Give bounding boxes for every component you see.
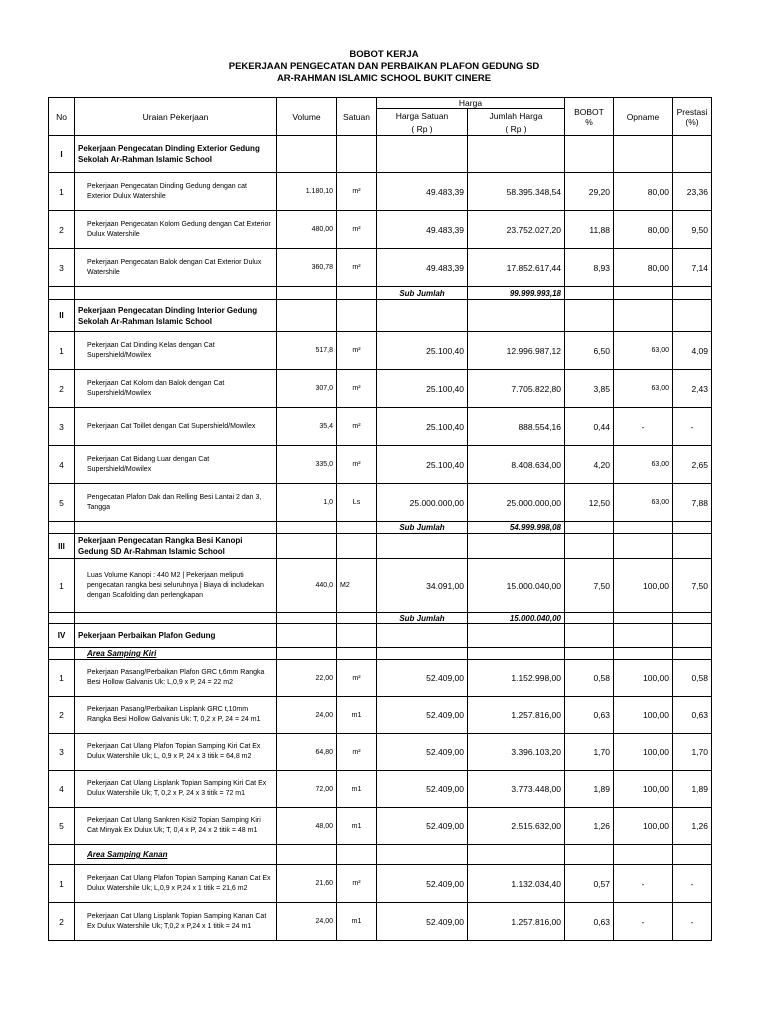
table-cell <box>377 648 468 660</box>
table-cell: 5 <box>49 808 75 845</box>
table-cell: 1.180,10 <box>277 173 337 211</box>
table-cell <box>673 845 712 865</box>
table-cell: 49.483,39 <box>377 249 468 287</box>
table-cell: - <box>673 903 712 941</box>
table-cell <box>468 624 565 648</box>
table-cell: I <box>49 136 75 173</box>
table-cell <box>468 300 565 332</box>
table-cell: 22,00 <box>277 660 337 697</box>
table-cell: 80,00 <box>614 173 673 211</box>
table-cell: 54.999.998,08 <box>468 522 565 534</box>
table-cell: Sub Jumlah <box>377 613 468 624</box>
table-cell <box>673 136 712 173</box>
table-cell: 2,43 <box>673 370 712 408</box>
table-cell <box>75 287 277 300</box>
table-cell: m² <box>337 865 377 903</box>
section-row <box>49 300 712 332</box>
table-cell: 440,0 <box>277 559 337 613</box>
table-cell: 4 <box>49 446 75 484</box>
table-cell: 7,50 <box>673 559 712 613</box>
table-cell: Pengecatan Plafon Dak dan Relling Besi Lantai 2 dan 3, Tangga <box>75 484 277 522</box>
table-row <box>49 697 712 734</box>
table-cell: 29,20 <box>565 173 614 211</box>
table-cell <box>277 648 337 660</box>
table-cell <box>49 648 75 660</box>
table-row <box>49 865 712 903</box>
table-cell: 1 <box>49 660 75 697</box>
table-cell: Pekerjaan Cat Kolom dan Balok dengan Cat Supershield/Mowilex <box>75 370 277 408</box>
table-cell: 1,70 <box>673 734 712 771</box>
table-cell: 12.996.987,12 <box>468 332 565 370</box>
table-cell: 100,00 <box>614 734 673 771</box>
table-cell: 35,4 <box>277 408 337 446</box>
table-cell <box>377 136 468 173</box>
doc-school: AR-RAHMAN ISLAMIC SCHOOL BUKIT CINERE <box>276 73 492 84</box>
table-cell: 1,89 <box>673 771 712 808</box>
table-cell: - <box>673 865 712 903</box>
table-cell: Pekerjaan Cat Dinding Kelas dengan Cat Supershield/Mowilex <box>75 332 277 370</box>
table-cell: m² <box>337 173 377 211</box>
doc-title: BOBOT KERJA <box>349 49 419 60</box>
table-cell <box>337 613 377 624</box>
table-cell <box>277 136 337 173</box>
table-cell <box>277 845 337 865</box>
table-cell <box>673 534 712 559</box>
area-row <box>49 845 712 865</box>
table-cell: m² <box>337 370 377 408</box>
table-cell: 63,00 <box>614 446 673 484</box>
col-opname: Opname <box>614 98 673 136</box>
table-cell: 3 <box>49 734 75 771</box>
table-cell <box>49 613 75 624</box>
table-cell: 100,00 <box>614 808 673 845</box>
table-cell <box>337 136 377 173</box>
table-cell: Pekerjaan Pengecatan Balok dengan Cat Exterior Dulux Watershile <box>75 249 277 287</box>
table-cell <box>277 287 337 300</box>
table-cell <box>565 136 614 173</box>
table-cell: Pekerjaan Pengecatan Dinding Exterior Gedung Sekolah Ar-Rahman Islamic School <box>75 136 277 173</box>
table-cell <box>673 648 712 660</box>
table-cell: 307,0 <box>277 370 337 408</box>
col-rp: ( Rp ) <box>468 123 565 136</box>
table-cell: 64,80 <box>277 734 337 771</box>
table-cell: Pekerjaan Pengecatan Dinding Gedung dengan cat Exterior Dulux Watershile <box>75 173 277 211</box>
table-cell: 335,0 <box>277 446 337 484</box>
col-harga-satuan: Harga Satuan <box>377 109 468 123</box>
table-cell: 52.409,00 <box>377 660 468 697</box>
table-cell <box>337 648 377 660</box>
table-cell <box>614 534 673 559</box>
table-cell: 49.483,39 <box>377 211 468 249</box>
table-row <box>49 370 712 408</box>
table-cell: 1.152.998,00 <box>468 660 565 697</box>
table-cell: 52.409,00 <box>377 771 468 808</box>
table-cell: m1 <box>337 771 377 808</box>
table-cell: 48,00 <box>277 808 337 845</box>
table-cell <box>468 136 565 173</box>
col-satuan: Satuan <box>337 98 377 136</box>
col-uraian: Uraian Pekerjaan <box>75 98 277 136</box>
table-cell: 15.000.040,00 <box>468 559 565 613</box>
table-cell: m² <box>337 249 377 287</box>
subtotal-row <box>49 287 712 300</box>
table-cell: m² <box>337 408 377 446</box>
table-cell <box>565 300 614 332</box>
table-cell: 0,57 <box>565 865 614 903</box>
table-cell: Area Samping Kanan <box>75 845 277 865</box>
table-cell: m1 <box>337 903 377 941</box>
area-row <box>49 648 712 660</box>
table-cell: 4,09 <box>673 332 712 370</box>
table-cell <box>277 613 337 624</box>
table-cell <box>49 287 75 300</box>
table-cell: 0,63 <box>673 697 712 734</box>
table-cell: 80,00 <box>614 249 673 287</box>
table-cell: 7.705.822,80 <box>468 370 565 408</box>
table-cell: M2 <box>337 559 377 613</box>
table-cell <box>673 613 712 624</box>
table-cell: 1.257.816,00 <box>468 697 565 734</box>
table-cell: 25.100,40 <box>377 408 468 446</box>
table-cell: 1,70 <box>565 734 614 771</box>
table-cell: 7,50 <box>565 559 614 613</box>
table-cell <box>673 287 712 300</box>
table-cell <box>673 300 712 332</box>
table-cell: 2 <box>49 903 75 941</box>
table-cell: 1 <box>49 865 75 903</box>
table-cell: 8.408.634,00 <box>468 446 565 484</box>
table-cell: 2 <box>49 211 75 249</box>
table-cell: - <box>614 903 673 941</box>
table-cell: 5 <box>49 484 75 522</box>
table-cell: 1,26 <box>673 808 712 845</box>
section-row <box>49 534 712 559</box>
table-cell: 4 <box>49 771 75 808</box>
table-cell: Ls <box>337 484 377 522</box>
table-row <box>49 808 712 845</box>
table-cell: Area Samping Kiri <box>75 648 277 660</box>
table-cell <box>377 845 468 865</box>
table-cell: 8,93 <box>565 249 614 287</box>
table-cell: Pekerjaan Pasang/Perbaikan Lisplank GRC t,10mm Rangka Besi Hollow Galvanis Uk: T, 0,2 x P, 24 = 24 m1 <box>75 697 277 734</box>
col-rp: ( Rp ) <box>377 123 468 136</box>
table-cell: 23,36 <box>673 173 712 211</box>
table-cell: Pekerjaan Cat Ulang Lisplank Topian Samping Kanan Cat Ex Dulux Watershile Uk; T,0,2 x P,24 x 1 titik = 24 m1 <box>75 903 277 941</box>
table-cell: 7,88 <box>673 484 712 522</box>
table-row <box>49 559 712 613</box>
col-volume: Volume <box>277 98 337 136</box>
table-cell: 17.852.617,44 <box>468 249 565 287</box>
table-cell: 3.773.448,00 <box>468 771 565 808</box>
table-row <box>49 734 712 771</box>
table-cell: Sub Jumlah <box>377 522 468 534</box>
table-cell <box>468 845 565 865</box>
table-cell <box>468 534 565 559</box>
table-cell <box>614 648 673 660</box>
table-cell: 24,00 <box>277 903 337 941</box>
table-cell: 25.100,40 <box>377 370 468 408</box>
table-cell <box>49 845 75 865</box>
table-row <box>49 446 712 484</box>
table-row <box>49 173 712 211</box>
table-cell: 3.396.103,20 <box>468 734 565 771</box>
table-cell: 3 <box>49 249 75 287</box>
table-cell: 2.515.632,00 <box>468 808 565 845</box>
table-cell <box>377 300 468 332</box>
table-cell: Pekerjaan Pengecatan Rangka Besi Kanopi Gedung SD Ar-Rahman Islamic School <box>75 534 277 559</box>
table-cell: 4,20 <box>565 446 614 484</box>
table-cell: Luas Volume Kanopi : 440 M2 | Pekerjaan meliputi pengecatan rangka besi seluruhnya | Biaya di includekan dengan Scafolding dan perlengkapan <box>75 559 277 613</box>
table-cell: 24,00 <box>277 697 337 734</box>
section-row <box>49 136 712 173</box>
col-bobot: BOBOT % <box>565 98 614 136</box>
table-cell: 888.554,16 <box>468 408 565 446</box>
table-cell <box>277 522 337 534</box>
table-cell: 25.100,40 <box>377 446 468 484</box>
table-cell <box>565 534 614 559</box>
table-cell: Pekerjaan Cat Ulang Lisplank Topian Samping Kiri Cat Ex Dulux Watershile Uk; T, 0,2 x P, 24 x 3 titik = 72 m1 <box>75 771 277 808</box>
table-cell: - <box>614 865 673 903</box>
table-cell <box>565 613 614 624</box>
table-row <box>49 332 712 370</box>
table-cell: - <box>614 408 673 446</box>
table-cell <box>337 624 377 648</box>
table-cell: 63,00 <box>614 370 673 408</box>
table-cell: Pekerjaan Pasang/Perbaikan Plafon GRC t,6mm Rangka Besi Hollow Galvanis Uk: L,0,9 x P, 24 = 22 m2 <box>75 660 277 697</box>
table-cell <box>565 287 614 300</box>
table-cell: m² <box>337 660 377 697</box>
table-cell: II <box>49 300 75 332</box>
table-row <box>49 211 712 249</box>
table-cell <box>614 845 673 865</box>
table-cell: Pekerjaan Cat Toillet dengan Cat Supershield/Mowilex <box>75 408 277 446</box>
table-row <box>49 484 712 522</box>
col-no: No <box>49 98 75 136</box>
table-cell: 63,00 <box>614 484 673 522</box>
table-cell: Pekerjaan Pengecatan Dinding Interior Gedung Sekolah Ar-Rahman Islamic School <box>75 300 277 332</box>
table-cell: Pekerjaan Pengecatan Kolom Gedung dengan Cat Exterior Dulux Watershile <box>75 211 277 249</box>
table-cell <box>614 287 673 300</box>
table-cell <box>277 624 337 648</box>
col-prestasi: Prestasi (%) <box>673 98 712 136</box>
table-cell: 25.100,40 <box>377 332 468 370</box>
table-cell: 1 <box>49 559 75 613</box>
table-cell <box>673 522 712 534</box>
table-cell: 0,44 <box>565 408 614 446</box>
table-cell <box>75 613 277 624</box>
table-cell: 100,00 <box>614 771 673 808</box>
bobot-table <box>48 97 712 941</box>
table-cell: 15.000.040,00 <box>468 613 565 624</box>
table-cell: 1,89 <box>565 771 614 808</box>
table-cell <box>614 522 673 534</box>
table-cell: 3,85 <box>565 370 614 408</box>
table-cell <box>337 845 377 865</box>
subtotal-row <box>49 522 712 534</box>
table-cell: 99.999.993,18 <box>468 287 565 300</box>
table-cell: 25.000.000,00 <box>468 484 565 522</box>
table-cell: Sub Jumlah <box>377 287 468 300</box>
table-cell <box>49 522 75 534</box>
table-cell <box>337 300 377 332</box>
table-cell: 2 <box>49 697 75 734</box>
table-cell <box>337 287 377 300</box>
table-cell: 23.752.027,20 <box>468 211 565 249</box>
table-cell: 100,00 <box>614 559 673 613</box>
table-cell <box>337 534 377 559</box>
table-cell: 12,50 <box>565 484 614 522</box>
table-cell <box>468 648 565 660</box>
table-cell <box>277 300 337 332</box>
table-cell: 80,00 <box>614 211 673 249</box>
table-row <box>49 903 712 941</box>
table-cell: 100,00 <box>614 697 673 734</box>
col-harga: Harga <box>377 98 565 109</box>
table-cell <box>565 522 614 534</box>
table-cell: m² <box>337 332 377 370</box>
table-cell: m² <box>337 734 377 771</box>
table-cell: 52.409,00 <box>377 734 468 771</box>
table-cell <box>565 845 614 865</box>
table-cell: 52.409,00 <box>377 808 468 845</box>
table-cell: m1 <box>337 808 377 845</box>
table-cell: IV <box>49 624 75 648</box>
table-cell <box>565 624 614 648</box>
table-cell <box>614 624 673 648</box>
table-row <box>49 408 712 446</box>
table-cell: 21,60 <box>277 865 337 903</box>
subtotal-row <box>49 613 712 624</box>
table-row <box>49 771 712 808</box>
table-cell: 1.132.034,40 <box>468 865 565 903</box>
table-cell: 100,00 <box>614 660 673 697</box>
table-cell: 2,65 <box>673 446 712 484</box>
table-cell: 1.257.816,00 <box>468 903 565 941</box>
table-cell: 7,14 <box>673 249 712 287</box>
table-cell: 0,58 <box>673 660 712 697</box>
section-row <box>49 624 712 648</box>
table-cell: 360,78 <box>277 249 337 287</box>
table-cell: 0,63 <box>565 697 614 734</box>
table-cell: 63,00 <box>614 332 673 370</box>
table-cell <box>614 613 673 624</box>
table-cell <box>337 522 377 534</box>
table-cell <box>277 534 337 559</box>
table-cell: 1,0 <box>277 484 337 522</box>
table-cell <box>673 624 712 648</box>
table-cell: Pekerjaan Perbaikan Plafon Gedung <box>75 624 277 648</box>
table-cell: 0,63 <box>565 903 614 941</box>
table-cell <box>377 624 468 648</box>
table-cell: Pekerjaan Cat Ulang Plafon Topian Samping Kiri Cat Ex Dulux Watershile Uk; L, 0,9 x P, 24 x 3 titik = 64,8 m2 <box>75 734 277 771</box>
table-cell: m² <box>337 446 377 484</box>
table-cell: 2 <box>49 370 75 408</box>
table-cell: 52.409,00 <box>377 697 468 734</box>
table-cell <box>614 136 673 173</box>
table-cell: - <box>673 408 712 446</box>
table-cell <box>75 522 277 534</box>
table-cell: 3 <box>49 408 75 446</box>
table-row <box>49 660 712 697</box>
table-cell: 49.483,39 <box>377 173 468 211</box>
table-cell: 72,00 <box>277 771 337 808</box>
table-cell: 517,8 <box>277 332 337 370</box>
table-cell: 1 <box>49 173 75 211</box>
table-cell: m² <box>337 211 377 249</box>
table-cell <box>377 534 468 559</box>
table-cell: 25.000.000,00 <box>377 484 468 522</box>
doc-subtitle: PEKERJAAN PENGECATAN DAN PERBAIKAN PLAFON GEDUNG SD <box>228 61 540 72</box>
table-cell: 52.409,00 <box>377 903 468 941</box>
col-jumlah-harga: Jumlah Harga <box>468 109 565 123</box>
table-cell: 52.409,00 <box>377 865 468 903</box>
table-cell: 11,88 <box>565 211 614 249</box>
table-cell: 1,26 <box>565 808 614 845</box>
table-row <box>49 249 712 287</box>
table-cell: m1 <box>337 697 377 734</box>
table-cell: Pekerjaan Cat Bidang Luar dengan Cat Supershield/Mowilex <box>75 446 277 484</box>
table-cell: 58.395.348,54 <box>468 173 565 211</box>
table-cell: 34.091,00 <box>377 559 468 613</box>
table-cell: 0,58 <box>565 660 614 697</box>
table-cell: III <box>49 534 75 559</box>
table-cell: 480,00 <box>277 211 337 249</box>
table-cell: Pekerjaan Cat Ulang Sankren Kisi2 Topian Samping Kiri Cat Minyak Ex Dulux Uk; T, 0,4 x P, 24 x 2 titik = 48 m1 <box>75 808 277 845</box>
table-cell: 9,50 <box>673 211 712 249</box>
table-cell: Pekerjaan Cat Ulang Plafon Topian Samping Kanan Cat Ex Dulux Watershile Uk; L,0,9 x P,24 x 1 titik = 21,6 m2 <box>75 865 277 903</box>
table-cell: 1 <box>49 332 75 370</box>
table-cell: 6,50 <box>565 332 614 370</box>
table-cell <box>614 300 673 332</box>
table-cell <box>565 648 614 660</box>
